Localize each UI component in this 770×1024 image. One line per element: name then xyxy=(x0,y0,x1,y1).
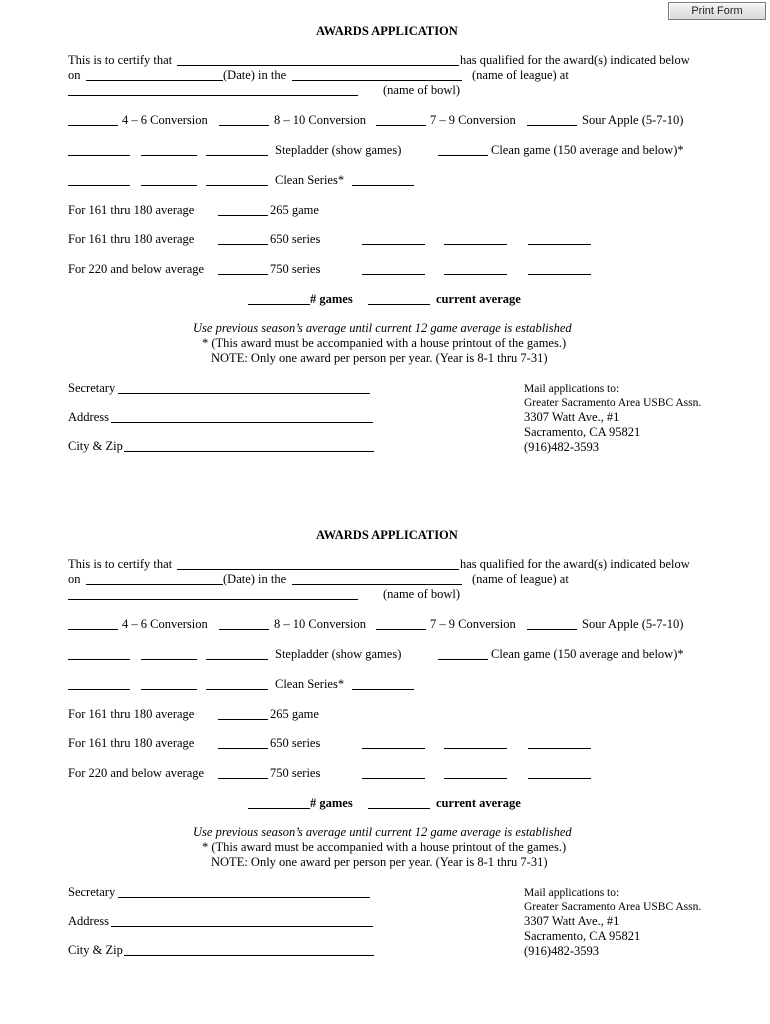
date-label: (Date) in the xyxy=(223,572,287,586)
mail-city: Sacramento, CA 95821 xyxy=(524,929,641,943)
avg-161-180-label-a: For 161 thru 180 average xyxy=(68,707,195,721)
sour-apple-field[interactable] xyxy=(527,629,577,630)
on-label: on xyxy=(68,572,81,586)
clean-series-label: Clean Series* xyxy=(275,677,345,691)
series-650-label: 650 series xyxy=(270,736,321,750)
conv-4-6-label: 4 – 6 Conversion xyxy=(122,617,208,631)
stepladder-game-1-field[interactable] xyxy=(68,659,130,660)
current-average-field[interactable] xyxy=(368,808,430,809)
clean-series-total-field[interactable] xyxy=(352,689,414,690)
sour-apple-label: Sour Apple (5-7-10) xyxy=(582,617,684,631)
date-field[interactable] xyxy=(86,80,223,81)
conv-8-10-label: 8 – 10 Conversion xyxy=(274,617,367,631)
note-italic: Use previous season’s average until current 12 game average is established xyxy=(193,825,572,839)
series-650-game-2-field[interactable] xyxy=(444,748,507,749)
conv-8-10-field[interactable] xyxy=(219,629,269,630)
series-750-game-3-field[interactable] xyxy=(528,274,591,275)
games-count-field[interactable] xyxy=(248,808,310,809)
mail-to-label: Mail applications to: xyxy=(524,383,620,395)
series-750-game-1-field[interactable] xyxy=(362,274,425,275)
clean-game-label: Clean game (150 average and below)* xyxy=(491,647,684,661)
date-field[interactable] xyxy=(86,584,223,585)
stepladder-game-2-field[interactable] xyxy=(141,659,197,660)
city-zip-field[interactable] xyxy=(124,451,374,452)
series-650-game-3-field[interactable] xyxy=(528,748,591,749)
conv-8-10-field[interactable] xyxy=(219,125,269,126)
on-label: on xyxy=(68,68,81,82)
stepladder-game-2-field[interactable] xyxy=(141,155,197,156)
address-label: Address xyxy=(68,410,109,424)
series-650-game-3-field[interactable] xyxy=(528,244,591,245)
address-field[interactable] xyxy=(111,926,373,927)
clean-series-game-3-field[interactable] xyxy=(206,689,268,690)
series-750-label: 750 series xyxy=(270,262,321,276)
mail-street: 3307 Watt Ave., #1 xyxy=(524,914,620,928)
bowl-name-field[interactable] xyxy=(68,95,358,96)
series-650-field[interactable] xyxy=(218,748,268,749)
games-count-label: # games xyxy=(310,292,353,306)
stepladder-game-3-field[interactable] xyxy=(206,155,268,156)
bowl-name-field[interactable] xyxy=(68,599,358,600)
mail-to-label: Mail applications to: xyxy=(524,887,620,899)
conv-4-6-field[interactable] xyxy=(68,629,118,630)
game-265-field[interactable] xyxy=(218,719,268,720)
note-one-award: NOTE: Only one award per person per year. (Year is 8-1 thru 7-31) xyxy=(211,351,548,365)
series-750-game-2-field[interactable] xyxy=(444,778,507,779)
secretary-label: Secretary xyxy=(68,885,116,899)
conv-7-9-label: 7 – 9 Conversion xyxy=(430,113,516,127)
certify-prefix: This is to certify that xyxy=(68,557,173,571)
avg-161-180-label-a: For 161 thru 180 average xyxy=(68,203,195,217)
city-zip-label: City & Zip xyxy=(68,943,123,957)
games-count-label: # games xyxy=(310,796,353,810)
secretary-field[interactable] xyxy=(118,897,370,898)
series-750-game-3-field[interactable] xyxy=(528,778,591,779)
print-form-button[interactable]: Print Form xyxy=(668,2,766,20)
sour-apple-field[interactable] xyxy=(527,125,577,126)
league-label: (name of league) at xyxy=(472,572,569,586)
series-650-game-1-field[interactable] xyxy=(362,748,425,749)
conv-7-9-label: 7 – 9 Conversion xyxy=(430,617,516,631)
note-printout: * (This award must be accompanied with a house printout of the games.) xyxy=(202,840,567,854)
note-one-award: NOTE: Only one award per person per year. (Year is 8-1 thru 7-31) xyxy=(211,855,548,869)
address-label: Address xyxy=(68,914,109,928)
series-750-game-2-field[interactable] xyxy=(444,274,507,275)
mail-phone: (916)482-3593 xyxy=(524,944,599,958)
game-265-label: 265 game xyxy=(270,707,319,721)
city-zip-label: City & Zip xyxy=(68,439,123,453)
clean-series-game-1-field[interactable] xyxy=(68,185,130,186)
series-650-game-1-field[interactable] xyxy=(362,244,425,245)
stepladder-game-3-field[interactable] xyxy=(206,659,268,660)
conv-4-6-label: 4 – 6 Conversion xyxy=(122,113,208,127)
stepladder-game-1-field[interactable] xyxy=(68,155,130,156)
certify-prefix: This is to certify that xyxy=(68,53,173,67)
series-750-field[interactable] xyxy=(218,778,268,779)
league-name-field[interactable] xyxy=(292,80,462,81)
game-265-label: 265 game xyxy=(270,203,319,217)
mail-org: Greater Sacramento Area USBC Assn. xyxy=(524,397,702,409)
certify-suffix: has qualified for the award(s) indicated below xyxy=(460,53,690,67)
bowl-label: (name of bowl) xyxy=(383,587,461,601)
awards-application-form-1 xyxy=(0,0,770,480)
secretary-label: Secretary xyxy=(68,381,116,395)
mail-org: Greater Sacramento Area USBC Assn. xyxy=(524,901,702,913)
mail-phone: (916)482-3593 xyxy=(524,440,599,454)
clean-series-game-3-field[interactable] xyxy=(206,185,268,186)
series-650-game-2-field[interactable] xyxy=(444,244,507,245)
mail-street: 3307 Watt Ave., #1 xyxy=(524,410,620,424)
bowler-name-field[interactable] xyxy=(177,569,459,570)
stepladder-label: Stepladder (show games) xyxy=(275,143,402,157)
clean-game-field[interactable] xyxy=(438,659,488,660)
sour-apple-label: Sour Apple (5-7-10) xyxy=(582,113,684,127)
bowler-name-field[interactable] xyxy=(177,65,459,66)
series-650-field[interactable] xyxy=(218,244,268,245)
current-average-field[interactable] xyxy=(368,304,430,305)
clean-series-game-2-field[interactable] xyxy=(141,185,197,186)
certify-suffix: has qualified for the award(s) indicated below xyxy=(460,557,690,571)
avg-161-180-label-b: For 161 thru 180 average xyxy=(68,232,195,246)
awards-application-form-2 xyxy=(0,504,770,984)
mail-city: Sacramento, CA 95821 xyxy=(524,425,641,439)
clean-series-game-2-field[interactable] xyxy=(141,689,197,690)
games-count-field[interactable] xyxy=(248,304,310,305)
form-title: AWARDS APPLICATION xyxy=(316,24,458,38)
date-label: (Date) in the xyxy=(223,68,287,82)
city-zip-field[interactable] xyxy=(124,955,374,956)
address-field[interactable] xyxy=(111,422,373,423)
clean-series-total-field[interactable] xyxy=(352,185,414,186)
form-title: AWARDS APPLICATION xyxy=(316,528,458,542)
current-average-label: current average xyxy=(436,796,521,810)
game-265-field[interactable] xyxy=(218,215,268,216)
league-label: (name of league) at xyxy=(472,68,569,82)
clean-game-field[interactable] xyxy=(438,155,488,156)
clean-game-label: Clean game (150 average and below)* xyxy=(491,143,684,157)
note-printout: * (This award must be accompanied with a house printout of the games.) xyxy=(202,336,567,350)
conv-8-10-label: 8 – 10 Conversion xyxy=(274,113,367,127)
avg-220-label: For 220 and below average xyxy=(68,766,205,780)
bowl-label: (name of bowl) xyxy=(383,83,461,97)
conv-7-9-field[interactable] xyxy=(376,125,426,126)
conv-4-6-field[interactable] xyxy=(68,125,118,126)
series-750-field[interactable] xyxy=(218,274,268,275)
clean-series-label: Clean Series* xyxy=(275,173,345,187)
stepladder-label: Stepladder (show games) xyxy=(275,647,402,661)
conv-7-9-field[interactable] xyxy=(376,629,426,630)
series-750-label: 750 series xyxy=(270,766,321,780)
series-750-game-1-field[interactable] xyxy=(362,778,425,779)
avg-220-label: For 220 and below average xyxy=(68,262,205,276)
secretary-field[interactable] xyxy=(118,393,370,394)
series-650-label: 650 series xyxy=(270,232,321,246)
avg-161-180-label-b: For 161 thru 180 average xyxy=(68,736,195,750)
clean-series-game-1-field[interactable] xyxy=(68,689,130,690)
league-name-field[interactable] xyxy=(292,584,462,585)
note-italic: Use previous season’s average until current 12 game average is established xyxy=(193,321,572,335)
current-average-label: current average xyxy=(436,292,521,306)
